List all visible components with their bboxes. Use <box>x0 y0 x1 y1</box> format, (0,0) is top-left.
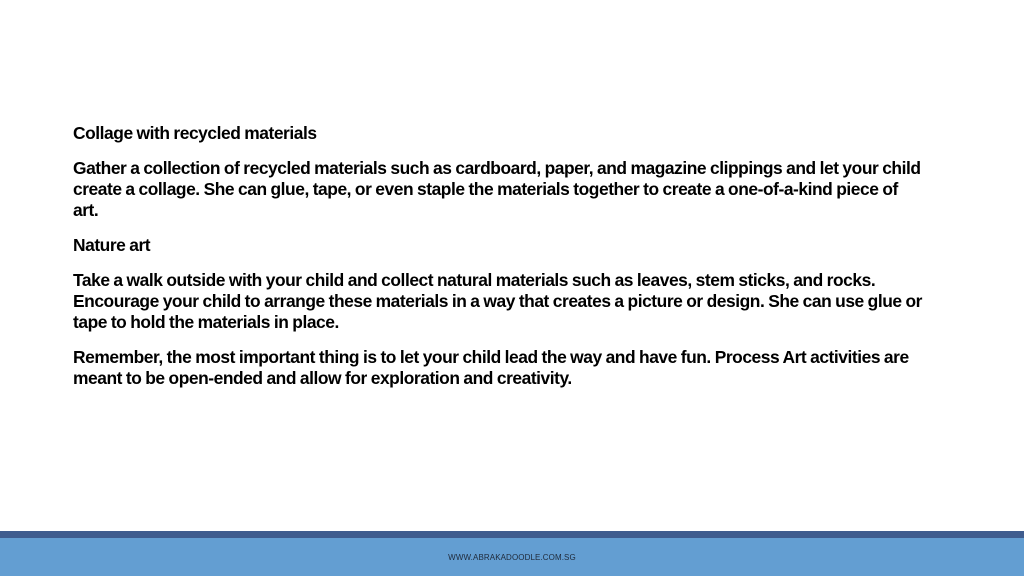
paragraph-collage-description: Gather a collection of recycled materials such as cardboard, paper, and magazine clippings and let your child create a collage. She can glue, tape, or even staple the materials together to create a one-of-a-kind piece of art. <box>73 158 921 220</box>
heading-nature-art: Nature art <box>73 235 151 255</box>
footer-website-url: WWW.ABRAKADOODLE.COM.SG <box>448 552 576 562</box>
paragraph-nature-art-description: Take a walk outside with your child and collect natural materials such as leaves, stem sticks, and rocks. Encourage your child to arrange these materials in a way that creates a picture or design. She can use glue or tape to hold the materials in place. <box>73 270 922 332</box>
footer-accent-band <box>0 531 1024 538</box>
footer-bar <box>0 538 1024 576</box>
paragraph-closing-remark: Remember, the most important thing is to let your child lead the way and have fun. Process Art activities are meant to be open-ended and allow for exploration and creativity. <box>73 347 909 388</box>
slide-body <box>73 123 923 403</box>
heading-collage: Collage with recycled materials <box>73 123 317 143</box>
